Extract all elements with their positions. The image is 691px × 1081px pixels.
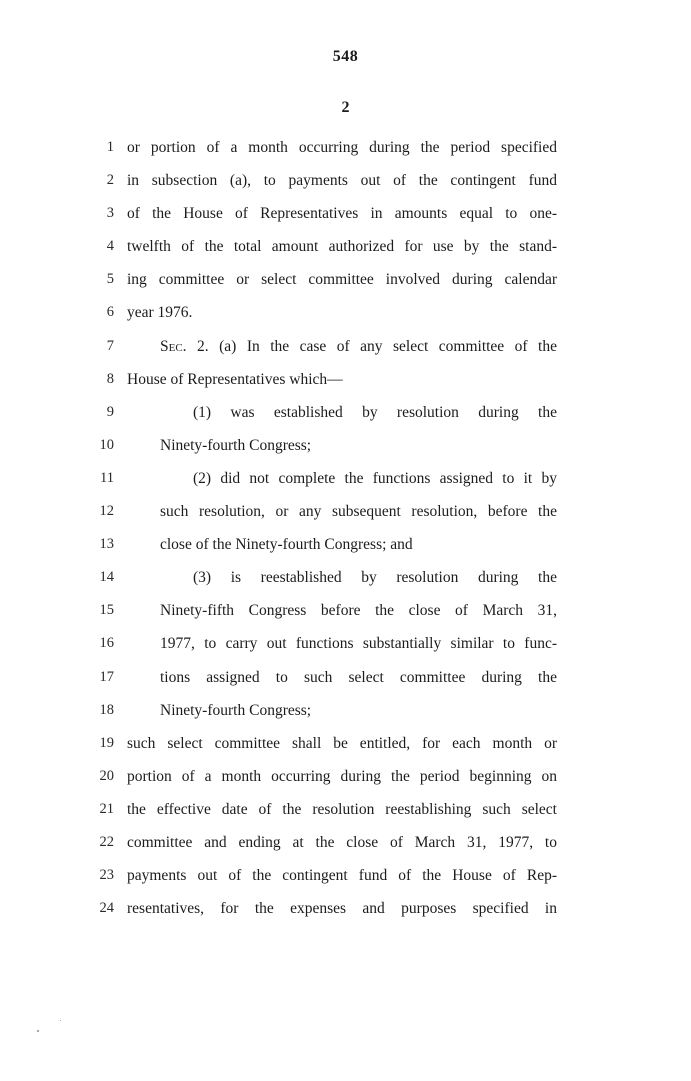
line-text: such resolution, or any subsequent resolution, before the — [160, 503, 557, 521]
line-text: portion of a month occurring during the period beginning on — [127, 767, 557, 785]
text-line — [0, 164, 691, 197]
text-line — [0, 694, 691, 727]
line-text: committee and ending at the close of March 31, 1977, to — [127, 833, 557, 851]
text-line — [0, 429, 691, 462]
line-number: 13 — [99, 536, 114, 553]
line-number: 3 — [106, 205, 114, 222]
line-number: 1 — [106, 139, 114, 155]
line-number: 11 — [100, 469, 114, 486]
text-line — [0, 197, 691, 230]
line-text: (1) was established by resolution during the — [193, 403, 557, 421]
line-number: 2 — [106, 172, 114, 189]
line-number: 9 — [106, 403, 114, 420]
line-number: 17 — [99, 668, 114, 685]
line-number: 6 — [106, 304, 114, 321]
line-text: close of the Ninety-fourth Congress; and — [160, 536, 413, 554]
text-line — [0, 131, 691, 164]
text-line — [0, 396, 691, 429]
line-text: (2) did not complete the functions assigned to it by — [193, 469, 557, 487]
text-line — [0, 892, 691, 925]
text-line — [0, 594, 691, 627]
line-text: Ninety-fourth Congress; — [160, 701, 312, 719]
text-line — [0, 230, 691, 263]
line-text: ing committee or select committee involved during calendar — [127, 271, 557, 289]
line-text: such select committee shall be entitled, for each month or — [127, 734, 557, 752]
text-line — [0, 561, 691, 594]
text-line — [0, 859, 691, 892]
line-text: the effective date of the resolution reestablishing such select — [127, 800, 557, 818]
text-line — [0, 793, 691, 826]
bill-text — [0, 131, 691, 925]
line-number: 16 — [99, 635, 114, 652]
line-text: (a) In the case of any select committee of the — [219, 337, 557, 355]
text-line — [0, 727, 691, 760]
line-text: payments out of the contingent fund of the House of Rep- — [127, 867, 557, 885]
section-heading: Sec. 2. — [160, 337, 209, 355]
line-text: year 1976. — [127, 304, 193, 322]
line-number: 5 — [106, 271, 114, 288]
line-text: House of Representatives which— — [127, 370, 343, 388]
text-line — [0, 296, 691, 329]
text-line — [0, 462, 691, 495]
text-line — [0, 826, 691, 859]
scan-speck — [60, 1020, 61, 1021]
text-line — [0, 263, 691, 296]
section-line-text — [160, 330, 557, 363]
line-number: 22 — [99, 833, 114, 850]
line-text: of the House of Representatives in amounts equal to one- — [127, 205, 557, 223]
text-line — [0, 495, 691, 528]
line-number: 20 — [99, 767, 114, 784]
line-text: twelfth of the total amount authorized for use by the stand- — [127, 238, 557, 256]
text-line — [0, 760, 691, 793]
line-text: Ninety-fifth Congress before the close of March 31, — [160, 602, 557, 620]
line-text: (3) is reestablished by resolution during the — [193, 569, 557, 587]
line-number: 23 — [99, 867, 114, 884]
line-text: in subsection (a), to payments out of the contingent fund — [127, 172, 557, 190]
page-number: 548 — [332, 48, 359, 65]
text-line — [0, 363, 691, 396]
text-line — [0, 627, 691, 660]
line-text: resentatives, for the expenses and purposes specified in — [127, 900, 557, 918]
line-number: 10 — [99, 436, 114, 453]
line-number: 15 — [99, 602, 114, 619]
line-number: 21 — [99, 800, 114, 817]
line-number: 8 — [106, 370, 114, 387]
text-line — [0, 528, 691, 561]
line-number: 7 — [106, 337, 114, 354]
line-number: 24 — [99, 900, 114, 917]
line-number: 4 — [106, 238, 114, 255]
line-text: tions assigned to such select committee during the — [160, 668, 557, 686]
line-number: 18 — [99, 701, 114, 718]
bill-page-number: 2 — [341, 99, 350, 116]
line-text: 1977, to carry out functions substantially similar to func- — [160, 635, 557, 653]
text-line — [0, 330, 691, 363]
scan-speck — [37, 1030, 39, 1032]
text-line — [0, 661, 691, 694]
line-number: 19 — [99, 734, 114, 751]
line-text: or portion of a month occurring during the period specified — [127, 139, 557, 156]
line-number: 12 — [99, 503, 114, 520]
line-text: Ninety-fourth Congress; — [160, 436, 312, 454]
line-number: 14 — [99, 569, 114, 586]
